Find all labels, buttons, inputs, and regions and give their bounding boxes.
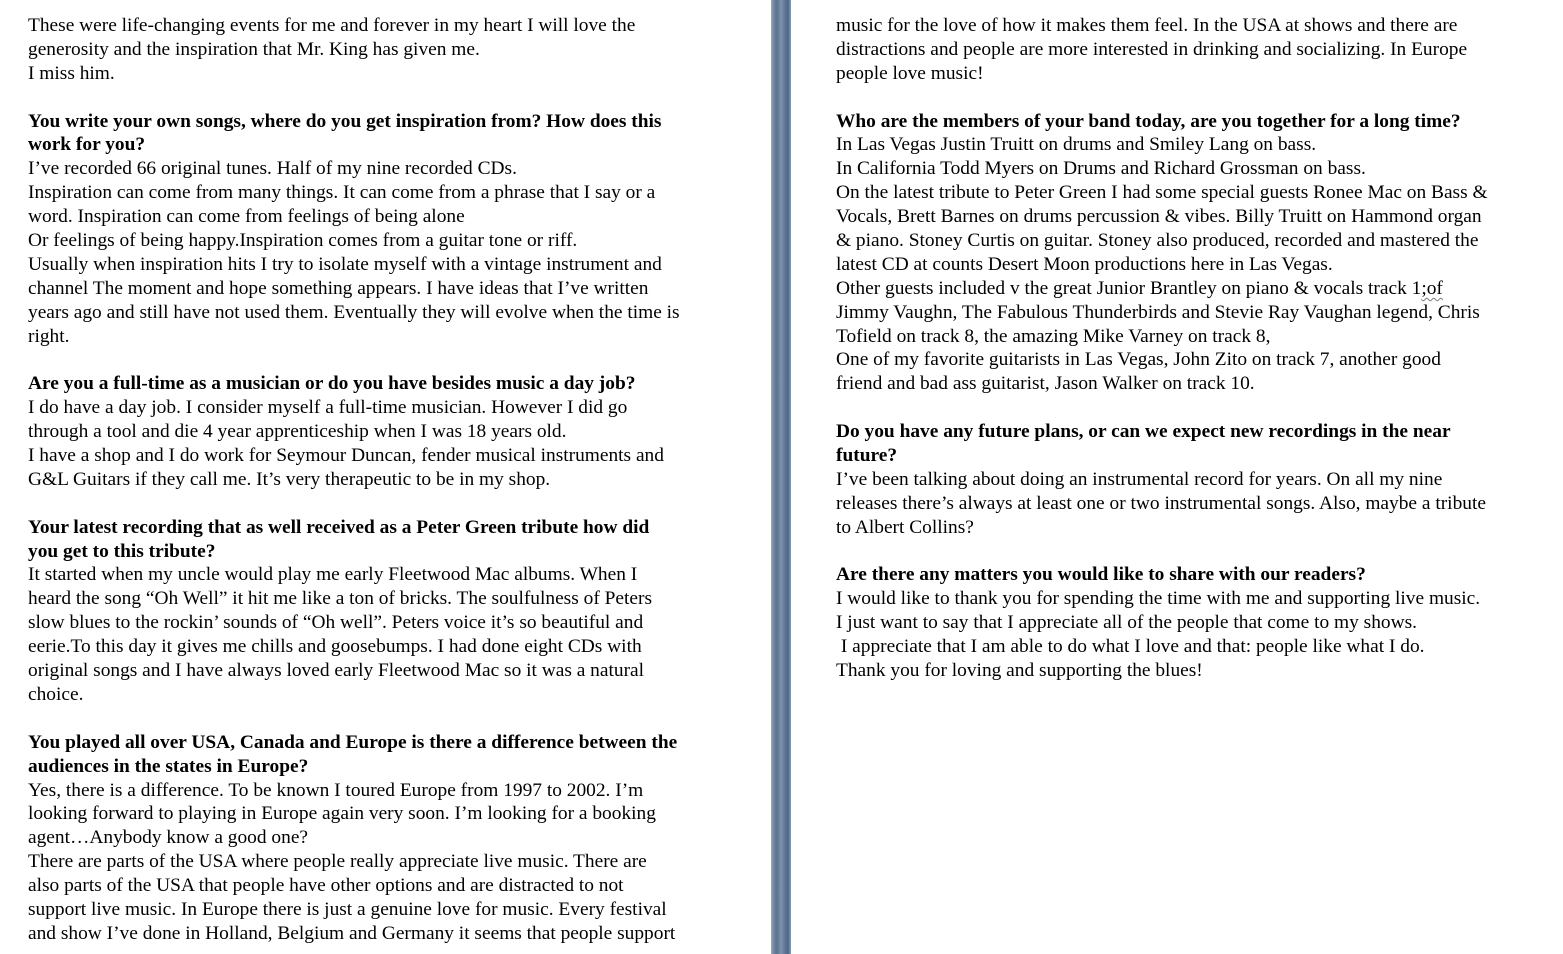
- line-text: In California Todd Myers on Drums and Richard Grossman on bass.: [836, 158, 1366, 180]
- line-text: people love music!: [836, 62, 984, 84]
- line-text: audiences in the states in Europe?: [28, 755, 309, 777]
- answer-line: [836, 325, 1536, 349]
- line-text: agent…Anybody know a good one?: [28, 827, 309, 849]
- line-text: eerie.To this day it gives me chills and goosebumps. I had done eight CDs with: [28, 636, 642, 658]
- line-text: original songs and I have always loved early Fleetwood Mac so it was a natural: [28, 660, 645, 682]
- line-text: Do you have any future plans, or can we expect new recordings in the near: [836, 421, 1451, 443]
- answer-line: [836, 587, 1536, 611]
- line-text: It started when my uncle would play me early Fleetwood Mac albums. When I: [28, 564, 638, 586]
- answer-line: [836, 38, 1536, 62]
- answer-line: [28, 779, 728, 803]
- line-text: friend and bad ass guitarist, Jason Walker on track 10.: [836, 373, 1255, 395]
- question-line: [28, 755, 728, 779]
- line-text: You played all over USA, Canada and Europe is there a difference between the: [28, 731, 678, 753]
- line-text: you get to this tribute?: [28, 540, 216, 562]
- answer-line: [28, 38, 728, 62]
- question-line: [836, 110, 1536, 134]
- line-text: music for the love of how it makes them feel. In the USA at shows and there are: [836, 15, 1458, 36]
- answer-line: [836, 133, 1536, 157]
- line-text: also parts of the USA that people have other options and are distracted to not: [28, 875, 624, 897]
- page-left: [0, 0, 771, 954]
- line-text: through a tool and die 4 year apprenticeship when I was 18 years old.: [28, 421, 567, 443]
- line-text: choice.: [28, 683, 84, 705]
- line-text: distractions and people are more interested in drinking and socializing. In Europe: [836, 38, 1468, 60]
- line-text: Other guests included v the great Junior Brantley on piano & vocals track 1: [836, 277, 1422, 299]
- line-text: I have a shop and I do work for Seymour Duncan, fender musical instruments and: [28, 445, 664, 467]
- question-line: [28, 110, 728, 134]
- line-text: & piano. Stoney Curtis on guitar. Stoney also produced, recorded and mastered the: [836, 230, 1479, 252]
- answer-line: [28, 659, 728, 683]
- line-text: G&L Guitars if they call me. It’s very therapeutic to be in my shop.: [28, 468, 551, 490]
- answer-line: [28, 229, 728, 253]
- line-text: There are parts of the USA where people really appreciate live music. There are: [28, 851, 647, 873]
- answer-line: [836, 659, 1536, 683]
- answer-line: [836, 229, 1536, 253]
- answer-line: [28, 922, 728, 946]
- answer-line: [28, 468, 728, 492]
- page-right: [791, 0, 1563, 954]
- line-text: I appreciate that I am able to do what I love and that: people like what I do.: [836, 636, 1425, 658]
- answer-line: [28, 444, 728, 468]
- line-text: looking forward to playing in Europe again very soon. I’m looking for a booking: [28, 803, 656, 825]
- answer-line: [28, 826, 728, 850]
- answer-line: [28, 611, 728, 635]
- answer-line: [28, 683, 728, 707]
- question-line: [836, 420, 1536, 444]
- line-text: In Las Vegas Justin Truitt on drums and Smiley Lang on bass.: [836, 134, 1317, 156]
- line-text: Thank you for loving and supporting the blues!: [836, 660, 1203, 682]
- answer-line: [28, 802, 728, 826]
- answer-line: [836, 277, 1536, 301]
- line-text: Your latest recording that as well received as a Peter Green tribute how did: [28, 516, 650, 538]
- line-text: Who are the members of your band today, are you together for a long time?: [836, 110, 1461, 132]
- blank-line: [28, 707, 728, 731]
- line-text: Vocals, Brett Barnes on drums percussion & vibes. Billy Truitt on Hammond organ: [836, 206, 1482, 228]
- left-column-text[interactable]: [28, 14, 728, 946]
- line-text: slow blues to the rockin’ sounds of “Oh well”. Peters voice it’s so beautiful and: [28, 612, 644, 634]
- line-text: releases there’s always at least one or two instrumental songs. Also, maybe a tribute: [836, 492, 1486, 514]
- line-text: Are you a full-time as a musician or do you have besides music a day job?: [28, 373, 636, 395]
- answer-line: [28, 898, 728, 922]
- answer-line: [836, 516, 1536, 540]
- line-text: Or feelings of being happy.Inspiration comes from a guitar tone or riff.: [28, 230, 578, 252]
- answer-line: [836, 14, 1536, 38]
- answer-line: [836, 253, 1536, 277]
- answer-line: [28, 563, 728, 587]
- line-text: On the latest tribute to Peter Green I had some special guests Ronee Mac on Bass &: [836, 182, 1488, 204]
- answer-line: [28, 587, 728, 611]
- line-text: I would like to thank you for spending the time with me and supporting live music.: [836, 588, 1481, 610]
- line-text: Tofield on track 8, the amazing Mike Varney on track 8,: [836, 325, 1271, 347]
- answer-line: [836, 205, 1536, 229]
- answer-line: [836, 62, 1536, 86]
- answer-line: [836, 635, 1536, 659]
- line-text: I just want to say that I appreciate all of the people that come to my shows.: [836, 612, 1418, 634]
- line-text: I miss him.: [28, 62, 115, 84]
- question-line: [836, 444, 1536, 468]
- line-text: I’ve been talking about doing an instrumental record for years. On all my nine: [836, 468, 1443, 490]
- answer-line: [28, 205, 728, 229]
- line-text: generosity and the inspiration that Mr. King has given me.: [28, 38, 480, 60]
- answer-line: [28, 181, 728, 205]
- line-text: right.: [28, 325, 70, 347]
- answer-line: [28, 396, 728, 420]
- line-text: and show I’ve done in Holland, Belgium and Germany it seems that people support: [28, 922, 676, 944]
- blank-line: [28, 492, 728, 516]
- answer-line: [836, 611, 1536, 635]
- spellcheck-squiggle: ;of: [1421, 277, 1443, 299]
- page-gutter: [771, 0, 791, 954]
- line-text: I’ve recorded 66 original tunes. Half of my nine recorded CDs.: [28, 158, 517, 180]
- answer-line: [28, 14, 728, 38]
- answer-line: [28, 635, 728, 659]
- line-text: to Albert Collins?: [836, 516, 974, 538]
- line-text: Usually when inspiration hits I try to isolate myself with a vintage instrument and: [28, 253, 662, 275]
- blank-line: [836, 540, 1536, 564]
- answer-line: [836, 372, 1536, 396]
- answer-line: [28, 301, 728, 325]
- line-text: support live music. In Europe there is just a genuine love for music. Every festival: [28, 898, 667, 920]
- answer-line: [836, 468, 1536, 492]
- line-text: Inspiration can come from many things. It can come from a phrase that I say or a: [28, 182, 656, 204]
- blank-line: [836, 396, 1536, 420]
- line-text: I do have a day job. I consider myself a full-time musician. However I did go: [28, 397, 628, 419]
- answer-line: [836, 348, 1536, 372]
- line-text: future?: [836, 445, 898, 467]
- answer-line: [28, 253, 728, 277]
- answer-line: [28, 157, 728, 181]
- answer-line: [28, 874, 728, 898]
- line-text: heard the song “Oh Well” it hit me like a ton of bricks. The soulfulness of Peters: [28, 588, 653, 610]
- line-text: work for you?: [28, 134, 146, 156]
- line-text: One of my favorite guitarists in Las Vegas, John Zito on track 7, another good: [836, 349, 1441, 371]
- answer-line: [836, 181, 1536, 205]
- answer-line: [836, 492, 1536, 516]
- answer-line: [836, 157, 1536, 181]
- answer-line: [28, 850, 728, 874]
- answer-line: [28, 325, 728, 349]
- line-text: Jimmy Vaughn, The Fabulous Thunderbirds and Stevie Ray Vaughan legend, Chris: [836, 301, 1480, 323]
- line-text: word. Inspiration can come from feelings of being alone: [28, 206, 465, 228]
- answer-line: [836, 301, 1536, 325]
- question-line: [28, 731, 728, 755]
- question-line: [28, 516, 728, 540]
- answer-line: [28, 420, 728, 444]
- line-text: Are there any matters you would like to share with our readers?: [836, 564, 1366, 586]
- question-line: [836, 563, 1536, 587]
- line-text: Yes, there is a difference. To be known I toured Europe from 1997 to 2002. I’m: [28, 779, 644, 801]
- line-text: These were life-changing events for me and forever in my heart I will love the: [28, 15, 636, 36]
- line-text: years ago and still have not used them. Eventually they will evolve when the time is: [28, 301, 680, 323]
- answer-line: [28, 62, 728, 86]
- line-text: You write your own songs, where do you get inspiration from? How does this: [28, 110, 662, 132]
- line-text: channel The moment and hope something appears. I have ideas that I’ve written: [28, 277, 649, 299]
- blank-line: [28, 348, 728, 372]
- answer-line: [28, 277, 728, 301]
- question-line: [28, 540, 728, 564]
- question-line: [28, 372, 728, 396]
- line-text: latest CD at counts Desert Moon productions here in Las Vegas.: [836, 253, 1333, 275]
- blank-line: [28, 86, 728, 110]
- right-column-text[interactable]: [836, 14, 1536, 683]
- question-line: [28, 133, 728, 157]
- blank-line: [836, 86, 1536, 110]
